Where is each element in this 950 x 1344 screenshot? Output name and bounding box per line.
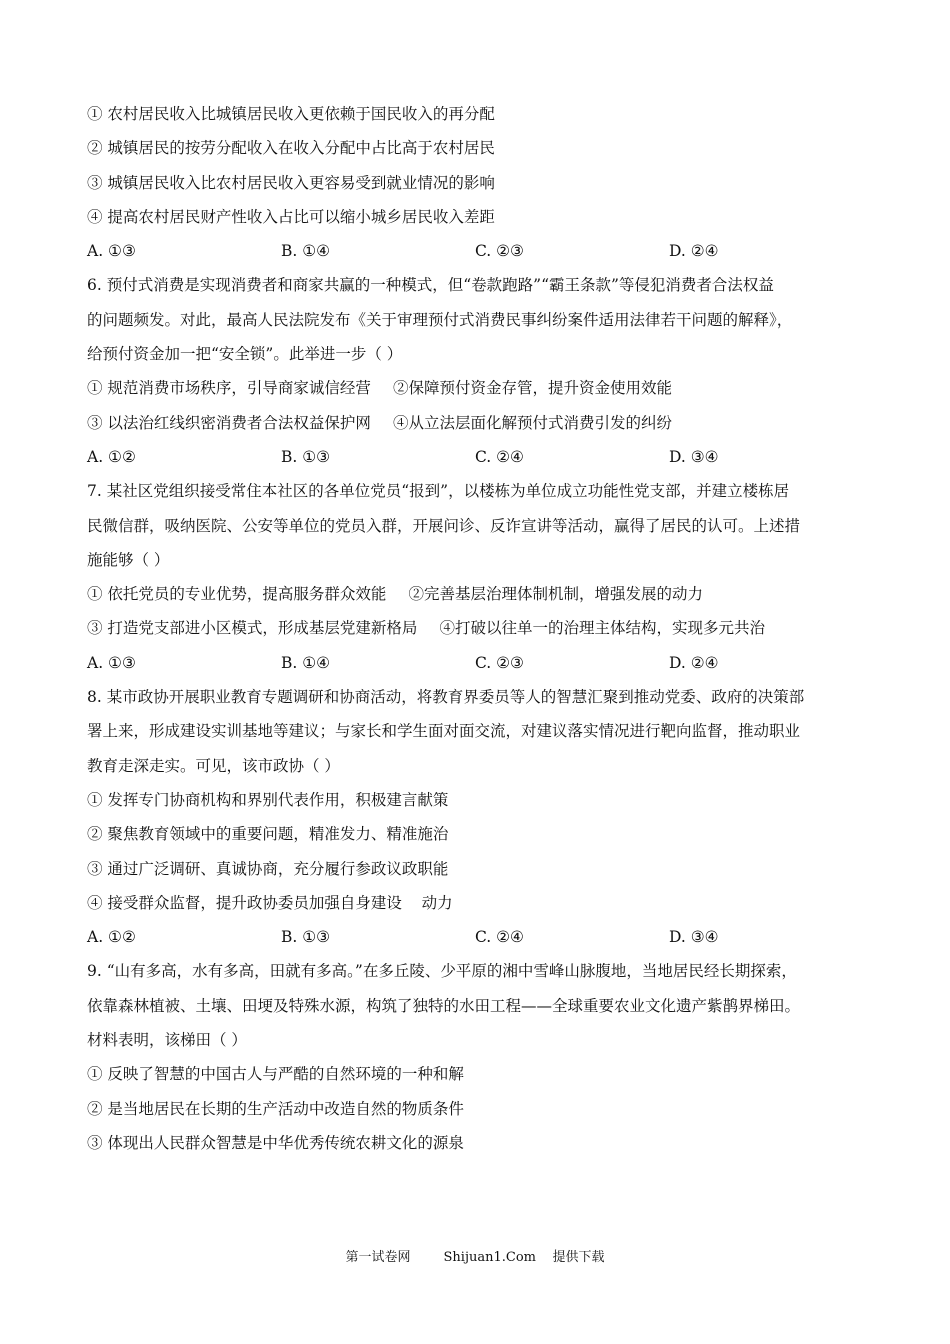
q8-item-1: ① 发挥专门协商机构和界别代表作用，积极建言献策 [87, 790, 449, 809]
q9-stem-line-1: 9. “山有多高，水有多高，田就有多高。”在多丘陵、少平原的湘中雪峰山脉腹地，当地居民经长期探索， [87, 962, 797, 981]
q5-item-3: ③ 城镇居民收入比农村居民收入更容易受到就业情况的影响 [87, 173, 495, 192]
q6-stem-line-1: 6. 预付式消费是实现消费者和商家共赢的一种模式，但“卷款跑路”“霸王条款”等侵犯消费者合法权益 [87, 276, 774, 295]
q7-items-row-2 [87, 611, 867, 645]
q6-option-d: D. ③④ [669, 447, 719, 466]
q7-items-row-1 [87, 577, 867, 611]
question-9 [87, 954, 867, 1160]
q7-stem-line-3: 施能够（ ） [87, 550, 170, 569]
q5-item-2: ② 城镇居民的按劳分配收入在收入分配中占比高于农村居民 [87, 139, 495, 158]
q6-options [87, 440, 867, 474]
q8-stem-line-2: 署上来，形成建设实训基地等建议；与家长和学生面对面交流，对建议落实情况进行靶向监督，推动职业 [87, 722, 801, 741]
q6-item-1: ① 规范消费市场秩序，引导商家诚信经营 [87, 379, 371, 398]
q6-item-2: ②保障预付资金存管，提升资金使用效能 [392, 379, 672, 398]
q7-option-c: C. ②③ [475, 653, 524, 672]
q9-item-3: ③ 体现出人民群众智慧是中华优秀传统农耕文化的源泉 [87, 1133, 464, 1152]
q9-stem-line-2: 依靠森林植被、土壤、田埂及特殊水源，构筑了独特的水田工程——全球重要农业文化遗产紫鹊界梯田。 [87, 996, 801, 1015]
q5-options [87, 234, 867, 268]
q7-item-4: ④打破以往单一的治理主体结构，实现多元共治 [439, 619, 765, 638]
q9-item-1: ① 反映了智慧的中国古人与严酷的自然环境的一种和解 [87, 1065, 464, 1084]
q6-item-3: ③ 以法治红线织密消费者合法权益保护网 [87, 413, 371, 432]
q5-option-d: D. ②④ [669, 242, 719, 261]
q8-option-b: B. ①③ [281, 928, 331, 947]
q8-item-3: ③ 通过广泛调研、真诚协商，充分履行参政议政职能 [87, 859, 449, 878]
question-6 [87, 268, 867, 474]
question-7 [87, 474, 867, 680]
q6-option-a: A. ①② [87, 447, 136, 466]
q5-option-b: B. ①④ [281, 242, 331, 261]
q7-options [87, 646, 867, 680]
q5-item-4: ④ 提高农村居民财产性收入占比可以缩小城乡居民收入差距 [87, 207, 495, 226]
q7-item-2: ②完善基层治理体制机制，增强发展的动力 [408, 585, 703, 604]
q9-item-2: ② 是当地居民在长期的生产活动中改造自然的物质条件 [87, 1099, 464, 1118]
q8-options [87, 920, 867, 954]
q7-option-b: B. ①④ [281, 653, 331, 672]
q7-item-1: ① 依托党员的专业优势，提高服务群众效能 [87, 585, 387, 604]
q5-item-1: ① 农村居民收入比城镇居民收入更依赖于国民收入的再分配 [87, 105, 495, 123]
q7-option-d: D. ②④ [669, 653, 719, 672]
q8-option-c: C. ②④ [475, 928, 524, 947]
q7-stem-line-2: 民微信群，吸纳医院、公安等单位的党员入群，开展问诊、反诈宣讲等活动，赢得了居民的认可。上述措 [87, 516, 801, 535]
q8-stem-line-3: 教育走深走实。可见，该市政协（ ） [87, 756, 340, 775]
q7-option-a: A. ①③ [87, 653, 136, 672]
q7-stem-line-1: 7. 某社区党组织接受常住本社区的各单位党员“报到”，以楼栋为单位成立功能性党支部，并建立楼栋居 [87, 482, 790, 501]
q5-option-a: A. ①③ [87, 242, 136, 261]
q6-items-row-2 [87, 406, 867, 440]
q6-option-c: C. ②④ [475, 447, 524, 466]
q5-option-c: C. ②③ [475, 242, 524, 261]
question-5 [87, 97, 867, 268]
q6-option-b: B. ①③ [281, 447, 331, 466]
q8-item-2: ② 聚焦教育领域中的重要问题，精准发力、精准施治 [87, 825, 449, 844]
exam-page [87, 97, 867, 1160]
q8-option-d: D. ③④ [669, 928, 719, 947]
q9-stem-line-3: 材料表明，该梯田（ ） [87, 1031, 247, 1050]
q8-stem-line-1: 8. 某市政协开展职业教育专题调研和协商活动，将教育界委员等人的智慧汇聚到推动党委、政府的决策部 [87, 688, 805, 707]
q7-item-3: ③ 打造党支部进小区模式，形成基层党建新格局 [87, 619, 418, 638]
page-footer: 第一试卷网 Shijuan1.Com 提供下载 [345, 1250, 605, 1265]
q6-stem-line-3: 给预付资金加一把“安全锁”。此举进一步（ ） [87, 345, 403, 364]
question-8 [87, 680, 867, 954]
q6-stem-line-2: 的问题频发。对此，最高人民法院发布《关于审理预付式消费民事纠纷案件适用法律若干问题的解释》， [87, 310, 793, 329]
q8-item-4: ④ 接受群众监督，提升政协委员加强自身建设 动力 [87, 893, 453, 912]
q6-items-row-1 [87, 371, 867, 405]
q8-option-a: A. ①② [87, 928, 136, 947]
q6-item-4: ④从立法层面化解预付式消费引发的纠纷 [392, 413, 672, 432]
